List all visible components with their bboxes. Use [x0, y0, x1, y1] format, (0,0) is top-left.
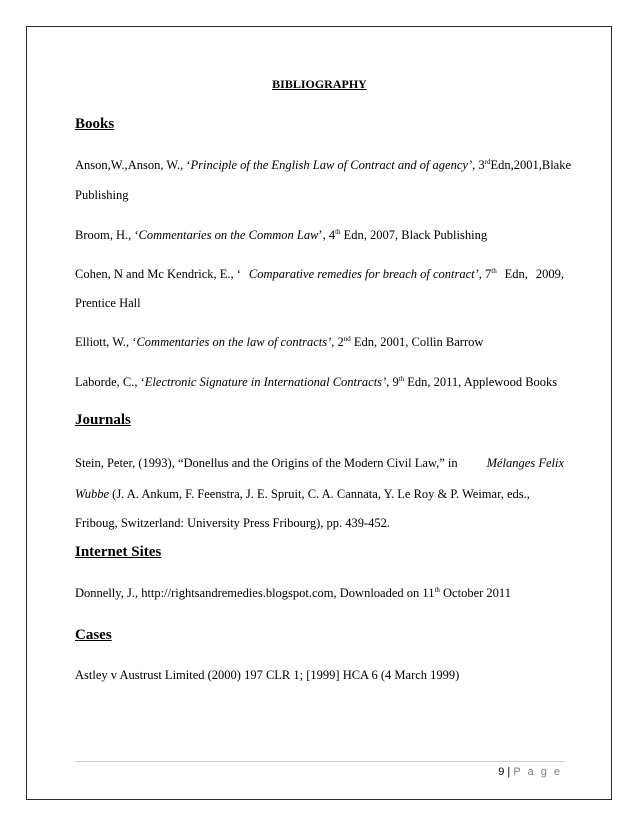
- internet-entry-donnelly: Donnelly, J., http://rightsandremedies.blogspot.com, Downloaded on 11th October 2011: [75, 586, 511, 600]
- section-heading-books: Books: [75, 116, 115, 132]
- journal-entry-line2: Wubbe (J. A. Ankum, F. Feenstra, J. E. Spruit, C. A. Cannata, Y. Le Roy & P. Weimar, eds.,: [75, 487, 530, 501]
- book-entry-broom: Broom, H., ‘Commentaries on the Common Law’, 4th Edn, 2007, Black Publishing: [75, 228, 488, 242]
- section-heading-cases: Cases: [75, 627, 112, 643]
- book-entry-elliott: Elliott, W., ‘Commentaries on the law of contracts’, 2nd Edn, 2001, Collin Barrow: [75, 335, 484, 349]
- page-label: P a g e: [513, 766, 562, 778]
- book-entry-anson-line1: Anson, W., Anson, W., ‘Principle of the English Law of Contract and of agency’, 3rd Edn, 2001, Blake: [75, 158, 572, 172]
- footer-separator: |: [507, 766, 511, 778]
- book-entry-cohen-line1: Cohen, N and Mc Kendrick, E., ‘ Comparative remedies for breach of contract’, 7th Edn, 2009,: [75, 267, 564, 281]
- book-entry-cohen-line2: Prentice Hall: [75, 296, 141, 310]
- book-entry-anson-line2: Publishing: [75, 188, 129, 202]
- page-footer: [498, 766, 562, 778]
- section-heading-internet-sites: Internet Sites: [75, 544, 162, 560]
- journal-entry-line1: Stein, Peter, (1993), “Donellus and the Origins of the Modern Civil Law,” in Mélanges Felix: [75, 456, 564, 470]
- footer-divider: [75, 761, 565, 762]
- case-entry-astley: Astley v Austrust Limited (2000) 197 CLR 1; [1999] HCA 6 (4 March 1999): [75, 668, 460, 682]
- journal-entry-line3: Friboug, Switzerland: University Press Fribourg), pp. 439-452.: [75, 516, 391, 530]
- section-heading-journals: Journals: [75, 412, 131, 428]
- page-number: 9: [498, 766, 505, 778]
- book-entry-laborde: Laborde, C., ‘Electronic Signature in International Contracts’, 9th Edn, 2011, Applewood Books: [75, 375, 558, 389]
- page-title: BIBLIOGRAPHY: [272, 77, 367, 91]
